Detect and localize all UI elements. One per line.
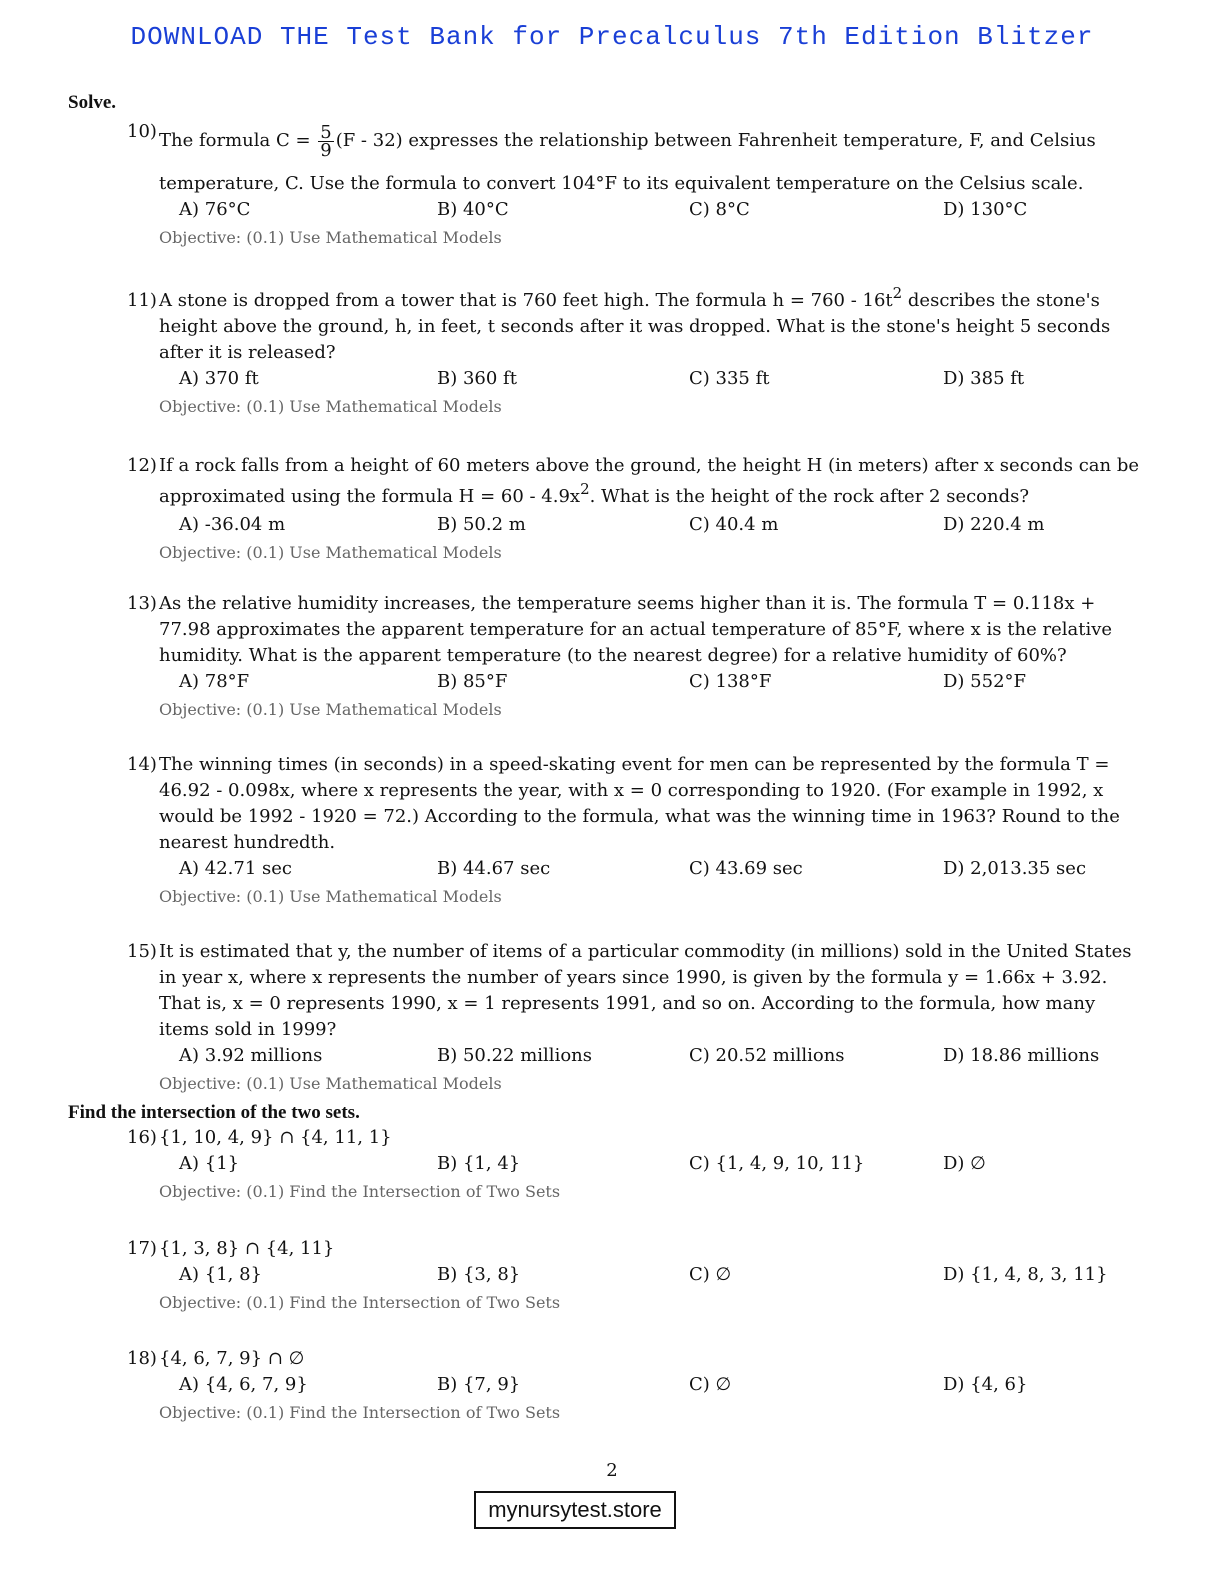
question-text: If a rock falls from a height of 60 meters above the ground, the height H (in meters) after x seconds can be approximated using the formula H = 60 - 4.9x — [159, 455, 1139, 507]
question-11 — [0, 284, 1224, 416]
option-c[interactable]: C) 20.52 millions — [689, 1045, 845, 1066]
option-c[interactable]: C) {1, 4, 9, 10, 11} — [689, 1153, 865, 1174]
option-d[interactable]: D) {4, 6} — [943, 1374, 1028, 1395]
option-a[interactable]: A) 42.71 sec — [179, 858, 292, 879]
option-b[interactable]: B) 44.67 sec — [437, 858, 551, 879]
question-text: describes the stone's height above the ground, h, in feet, t seconds after it was dropped. What is the stone's height 5 seconds after it is released? — [159, 290, 1111, 363]
objective-label: Objective: (0.1) Find the Intersection of Two Sets — [159, 1182, 561, 1201]
option-c[interactable]: C) 40.4 m — [689, 514, 779, 535]
objective-label: Objective: (0.1) Use Mathematical Models — [159, 397, 502, 416]
objective-label: Objective: (0.1) Use Mathematical Models — [159, 543, 502, 562]
question-number: 12) — [127, 455, 157, 476]
question-text: As the relative humidity increases, the temperature seems higher than it is. The formula T = 0.118x + 77.98 approximates the apparent temperature for an actual temperature of 85°F, where x is the relative humidity. What is the apparent temperature (to the nearest degree) for a relative humidity of 60%? — [159, 593, 1113, 666]
option-d[interactable]: D) 385 ft — [943, 368, 1025, 389]
exponent: 2 — [892, 284, 903, 302]
question-12 — [0, 450, 1224, 562]
question-text: {1, 3, 8} ∩ {4, 11} — [159, 1238, 335, 1259]
question-number: 11) — [127, 290, 157, 311]
option-d[interactable]: D) 552°F — [943, 671, 1027, 692]
option-d[interactable]: D) 2,013.35 sec — [943, 858, 1087, 879]
question-text: It is estimated that y, the number of items of a particular commodity (in millions) sold in the United States in year x, where x represents the number of years since 1990, is given by the formula y = 1.66x + 3.92. That is, x = 0 represents 1990, x = 1 represents 1991, and so on. According to the formula, how many items sold in 1999? — [159, 941, 1132, 1040]
answer-options — [0, 1151, 1224, 1177]
fraction: $\frac{5}{9}$ — [320, 121, 332, 161]
answer-options — [0, 669, 1224, 695]
option-c[interactable]: C) 8°C — [689, 199, 750, 220]
option-d[interactable]: D) 130°C — [943, 199, 1028, 220]
option-a[interactable]: A) 76°C — [179, 199, 251, 220]
answer-options — [0, 1043, 1224, 1069]
question-text: A stone is dropped from a tower that is 760 feet high. The formula h = 760 - 16t — [159, 290, 893, 311]
option-b[interactable]: B) {3, 8} — [437, 1264, 521, 1285]
question-17 — [0, 1236, 1224, 1312]
exponent: 2 — [580, 480, 590, 498]
option-d[interactable]: D) ∅ — [943, 1153, 986, 1174]
question-18 — [0, 1346, 1224, 1422]
answer-options — [0, 1372, 1224, 1398]
objective-label: Objective: (0.1) Find the Intersection of Two Sets — [159, 1293, 561, 1312]
option-b[interactable]: B) 50.2 m — [437, 514, 526, 535]
question-number: 18) — [127, 1348, 157, 1369]
question-13 — [0, 591, 1224, 719]
option-a[interactable]: A) 3.92 millions — [179, 1045, 323, 1066]
objective-label: Objective: (0.1) Find the Intersection of Two Sets — [159, 1403, 561, 1422]
section-heading-solve: Solve. — [68, 92, 117, 113]
option-c[interactable]: C) 335 ft — [689, 368, 770, 389]
question-16 — [0, 1125, 1224, 1201]
answer-options — [0, 366, 1224, 392]
footer-stamp[interactable]: mynursytest.store — [474, 1491, 676, 1529]
option-c[interactable]: C) ∅ — [689, 1264, 732, 1285]
question-number: 10) — [127, 121, 157, 142]
answer-options — [0, 1262, 1224, 1288]
question-text: temperature, C. Use the formula to convert 104°F to its equivalent temperature on the Celsius scale. — [159, 173, 1084, 194]
option-d[interactable]: D) 220.4 m — [943, 514, 1045, 535]
question-10 — [0, 119, 1224, 247]
question-text: The winning times (in seconds) in a speed-skating event for men can be represented by the formula T = 46.92 - 0.098x, where x represents the year, with x = 0 corresponding to 1920. (For example in 1992, x would be 1992 - 1920 = 72.) According to the formula, what was the winning time in 1963? Round to the nearest hundredth. — [159, 754, 1120, 853]
option-a[interactable]: A) {4, 6, 7, 9} — [179, 1374, 308, 1395]
question-number: 15) — [127, 941, 157, 962]
objective-label: Objective: (0.1) Use Mathematical Models — [159, 700, 502, 719]
question-number: 13) — [127, 593, 157, 614]
question-text: {4, 6, 7, 9} ∩ ∅ — [159, 1348, 305, 1369]
option-c[interactable]: C) ∅ — [689, 1374, 732, 1395]
question-number: 16) — [127, 1127, 157, 1148]
objective-label: Objective: (0.1) Use Mathematical Models — [159, 1074, 502, 1093]
option-b[interactable]: B) 40°C — [437, 199, 509, 220]
question-text: . What is the height of the rock after 2 seconds? — [589, 486, 1030, 507]
option-a[interactable]: A) {1, 8} — [179, 1264, 262, 1285]
option-a[interactable]: A) 78°F — [179, 671, 250, 692]
option-b[interactable]: B) {7, 9} — [437, 1374, 521, 1395]
option-c[interactable]: C) 43.69 sec — [689, 858, 803, 879]
option-b[interactable]: B) 360 ft — [437, 368, 517, 389]
answer-options — [0, 856, 1224, 882]
question-number: 14) — [127, 754, 157, 775]
option-b[interactable]: B) 50.22 millions — [437, 1045, 592, 1066]
option-a[interactable]: A) 370 ft — [179, 368, 259, 389]
option-d[interactable]: D) {1, 4, 8, 3, 11} — [943, 1264, 1108, 1285]
page-number: 2 — [606, 1460, 618, 1481]
option-c[interactable]: C) 138°F — [689, 671, 772, 692]
question-15 — [0, 939, 1224, 1093]
question-14 — [0, 752, 1224, 906]
question-text: (F - 32) expresses the relationship between Fahrenheit temperature, F, and Celsius — [335, 130, 1096, 151]
question-text: {1, 10, 4, 9} ∩ {4, 11, 1} — [159, 1127, 392, 1148]
objective-label: Objective: (0.1) Use Mathematical Models — [159, 887, 502, 906]
option-a[interactable]: A) {1} — [179, 1153, 240, 1174]
download-banner[interactable]: DOWNLOAD THE Test Bank for Precalculus 7th Edition Blitzer — [130, 22, 1094, 52]
option-b[interactable]: B) 85°F — [437, 671, 508, 692]
answer-options — [0, 197, 1224, 223]
question-text: The formula C = — [159, 130, 317, 151]
option-d[interactable]: D) 18.86 millions — [943, 1045, 1100, 1066]
objective-label: Objective: (0.1) Use Mathematical Models — [159, 228, 502, 247]
answer-options — [0, 512, 1224, 538]
section-heading-intersection: Find the intersection of the two sets. — [68, 1102, 360, 1123]
option-a[interactable]: A) -36.04 m — [179, 514, 286, 535]
question-number: 17) — [127, 1238, 157, 1259]
option-b[interactable]: B) {1, 4} — [437, 1153, 521, 1174]
